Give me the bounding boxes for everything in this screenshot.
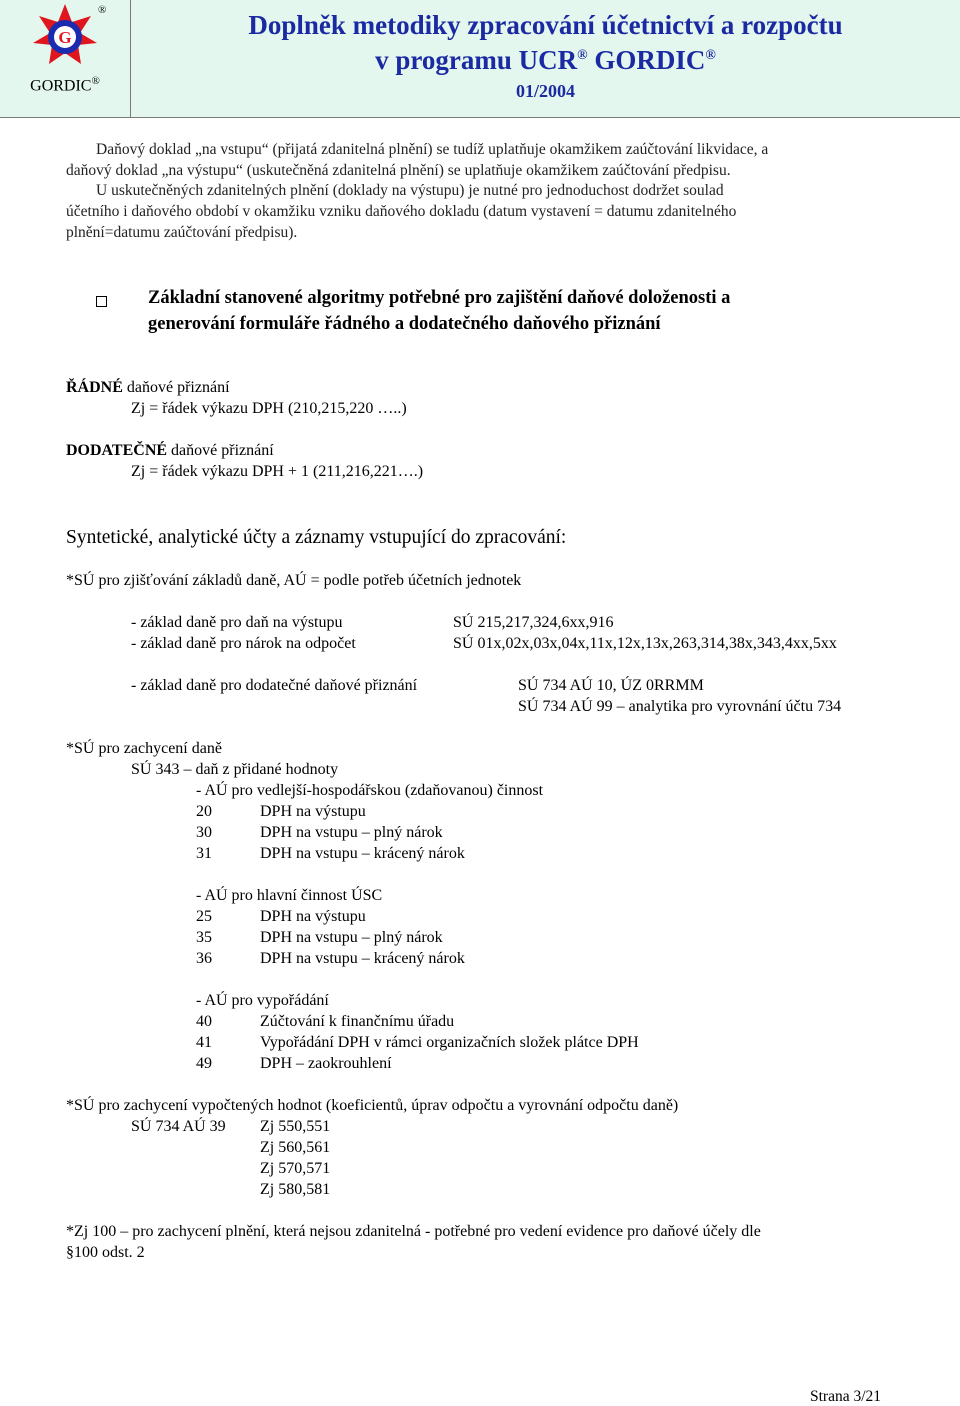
logo-letter: G bbox=[58, 28, 72, 47]
au-code: 49 bbox=[196, 1055, 212, 1072]
au-text: DPH na výstupu bbox=[260, 803, 366, 820]
au-text: DPH na výstupu bbox=[260, 908, 366, 925]
au-group-title: - AÚ pro hlavní činnost ÚSC bbox=[196, 887, 383, 904]
intro-line-4: účetního i daňového období v okamžiku vzniku daňového dokladu (datum vystavení = datumu zdanitelného bbox=[66, 203, 737, 220]
au-code: 35 bbox=[196, 929, 212, 946]
au-code: 30 bbox=[196, 824, 212, 841]
logo-text: GORDIC® bbox=[30, 75, 100, 95]
zaklad-row-label: - základ daně pro daň na výstupu bbox=[131, 614, 343, 631]
au-code: 31 bbox=[196, 845, 212, 862]
su-dane-heading: *SÚ pro zachycení daně bbox=[66, 740, 222, 757]
au-code: 25 bbox=[196, 908, 212, 925]
section-heading-line2: generování formuláře řádného a dodatečného daňového přiznání bbox=[148, 314, 661, 334]
au-text: DPH na vstupu – plný nárok bbox=[260, 929, 443, 946]
page-number: Strana 3/21 bbox=[810, 1388, 882, 1405]
au-group-title: - AÚ pro vedlejší-hospodářskou (zdaňovanou) činnost bbox=[196, 782, 544, 799]
title-box bbox=[131, 0, 960, 118]
logo-box bbox=[0, 0, 131, 118]
au-text: Zúčtování k finančnímu úřadu bbox=[260, 1013, 455, 1030]
zj-item: Zj 570,571 bbox=[260, 1160, 331, 1177]
au-text: DPH na vstupu – plný nárok bbox=[260, 824, 443, 841]
document-date: 01/2004 bbox=[515, 81, 575, 101]
zaklad-row-value: SÚ 01x,02x,03x,04x,11x,12x,13x,263,314,38x,343,4xx,5xx bbox=[453, 635, 837, 652]
zj100-line2: §100 odst. 2 bbox=[66, 1244, 145, 1261]
dodatecne-label: DODATEČNÉ daňové přiznání bbox=[66, 442, 274, 459]
dodatecne-zj: Zj = řádek výkazu DPH + 1 (211,216,221….) bbox=[131, 463, 424, 480]
checkbox-bullet-icon bbox=[96, 296, 107, 307]
dodatecne-zaklad-label: - základ daně pro dodatečné daňové přiznání bbox=[131, 677, 418, 694]
au-code: 36 bbox=[196, 950, 212, 967]
intro-line-2: daňový doklad „na výstupu“ (uskutečněná zdanitelná plnění) se uplatňuje okamžikem zaúčtování předpisu. bbox=[66, 162, 731, 179]
au-code: 20 bbox=[196, 803, 212, 820]
radne-label: ŘÁDNÉ daňové přiznání bbox=[66, 379, 230, 396]
dodatecne-zaklad-value2: SÚ 734 AÚ 99 – analytika pro vyrovnání účtu 734 bbox=[518, 698, 842, 715]
au-text: DPH na vstupu – krácený nárok bbox=[260, 845, 465, 862]
au-text: Vypořádání DPH v rámci organizačních složek plátce DPH bbox=[260, 1034, 639, 1051]
document-title-line2: v programu UCR® GORDIC® bbox=[375, 45, 716, 75]
su-zaklad-heading: *SÚ pro zjišťování základů daně, AÚ = podle potřeb účetních jednotek bbox=[66, 572, 522, 589]
dodatecne-zaklad-value1: SÚ 734 AÚ 10, ÚZ 0RRMM bbox=[518, 677, 704, 694]
zj-item: Zj 550,551 bbox=[260, 1118, 331, 1135]
radne-zj: Zj = řádek výkazu DPH (210,215,220 …..) bbox=[131, 400, 407, 417]
intro-line-1: Daňový doklad „na vstupu“ (přijatá zdanitelná plnění) se tudíž uplatňuje okamžikem zaúčtování likvidace, a bbox=[96, 141, 769, 158]
au-code: 40 bbox=[196, 1013, 212, 1030]
document-title-line1: Doplněk metodiky zpracování účetnictví a rozpočtu bbox=[248, 10, 843, 40]
intro-line-3: U uskutečněných zdanitelných plnění (doklady na výstupu) je nutné pro jednoduchost dodržet soulad bbox=[96, 182, 724, 199]
su-734-prefix: SÚ 734 AÚ 39 bbox=[131, 1118, 226, 1135]
synteticke-heading: Syntetické, analytické účty a záznamy vstupující do zpracování: bbox=[66, 527, 567, 548]
intro-line-5: plnění=datumu zaúčtování předpisu). bbox=[66, 224, 298, 241]
logo-reg-mark: ® bbox=[98, 4, 107, 16]
su-343: SÚ 343 – daň z přidané hodnoty bbox=[131, 761, 339, 778]
au-text: DPH na vstupu – krácený nárok bbox=[260, 950, 465, 967]
zj-item: Zj 580,581 bbox=[260, 1181, 331, 1198]
au-text: DPH – zaokrouhlení bbox=[260, 1055, 392, 1072]
zaklad-row-value: SÚ 215,217,324,6xx,916 bbox=[453, 614, 614, 631]
au-code: 41 bbox=[196, 1034, 212, 1051]
zj100-line1: *Zj 100 – pro zachycení plnění, která nejsou zdanitelná - potřebné pro vedení evidence pro daňové účely dle bbox=[66, 1223, 761, 1240]
gordic-logo-icon bbox=[0, 0, 130, 80]
su-vypoctene-heading: *SÚ pro zachycení vypočtených hodnot (koeficientů, úprav odpočtu a vyrovnání odpočtu daně) bbox=[66, 1097, 679, 1114]
zj-item: Zj 560,561 bbox=[260, 1139, 331, 1156]
page-header bbox=[0, 0, 960, 118]
zaklad-row-label: - základ daně pro nárok na odpočet bbox=[131, 635, 356, 652]
au-group-title: - AÚ pro vypořádání bbox=[196, 992, 329, 1009]
section-heading-line1: Základní stanovené algoritmy potřebné pro zajištění daňové doloženosti a bbox=[148, 288, 731, 308]
